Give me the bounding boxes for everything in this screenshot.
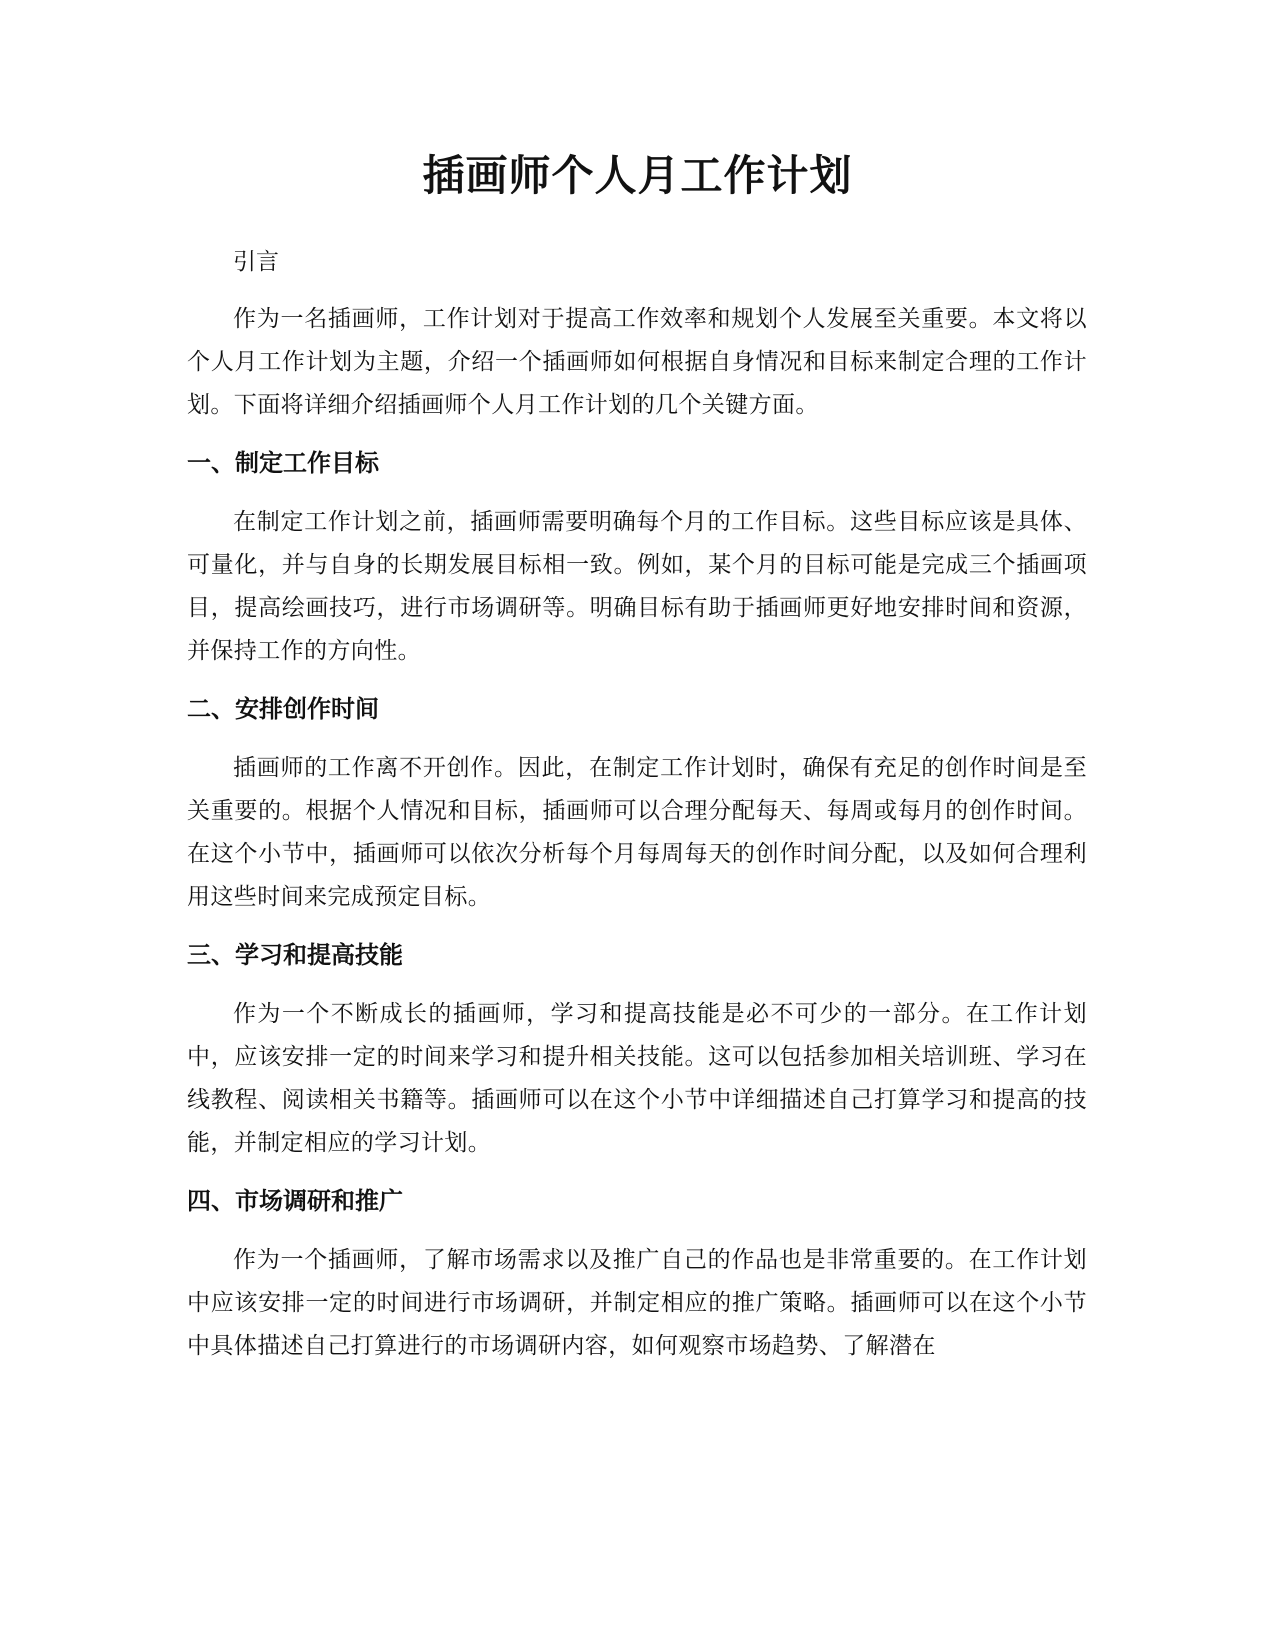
intro-paragraph: 作为一名插画师，工作计划对于提高工作效率和规划个人发展至关重要。本文将以个人月工作计划为主题，介绍一个插画师如何根据自身情况和目标来制定合理的工作计划。下面将详细介绍插画师个人月工作计划的几个关键方面。 — [187, 306, 1087, 418]
section-heading: 一、制定工作目标 — [187, 449, 379, 477]
section-paragraph: 在制定工作计划之前，插画师需要明确每个月的工作目标。这些目标应该是具体、可量化，并与自身的长期发展目标相一致。例如，某个月的目标可能是完成三个插画项目，提高绘画技巧，进行市场调研等。明确目标有助于插画师更好地安排时间和资源，并保持工作的方向性。 — [187, 509, 1087, 664]
section-learning-skills — [187, 935, 1087, 1165]
section-creation-time — [187, 689, 1087, 919]
section-paragraph: 作为一个不断成长的插画师，学习和提高技能是必不可少的一部分。在工作计划中，应该安排一定的时间来学习和提升相关技能。这可以包括参加相关培训班、学习在线教程、阅读相关书籍等。插画师可以在这个小节中详细描述自己打算学习和提高的技能，并制定相应的学习计划。 — [187, 1001, 1087, 1156]
document-title: 插画师个人月工作计划 — [422, 151, 853, 200]
section-paragraph: 插画师的工作离不开创作。因此，在制定工作计划时，确保有充足的创作时间是至关重要的。根据个人情况和目标，插画师可以合理分配每天、每周或每月的创作时间。在这个小节中，插画师可以依次分析每个月每周每天的创作时间分配，以及如何合理利用这些时间来完成预定目标。 — [187, 755, 1087, 910]
section-heading: 二、安排创作时间 — [187, 695, 379, 723]
section-paragraph: 作为一个插画师，了解市场需求以及推广自己的作品也是非常重要的。在工作计划中应该安排一定的时间进行市场调研，并制定相应的推广策略。插画师可以在这个小节中具体描述自己打算进行的市场调研内容，如何观察市场趋势、了解潜在 — [187, 1247, 1087, 1359]
section-goals — [187, 443, 1087, 673]
intro-label: 引言 — [233, 249, 279, 275]
section-heading: 三、学习和提高技能 — [187, 941, 403, 969]
section-market-research — [187, 1181, 1087, 1368]
section-heading: 四、市场调研和推广 — [187, 1187, 403, 1215]
document-body — [187, 240, 1087, 1384]
